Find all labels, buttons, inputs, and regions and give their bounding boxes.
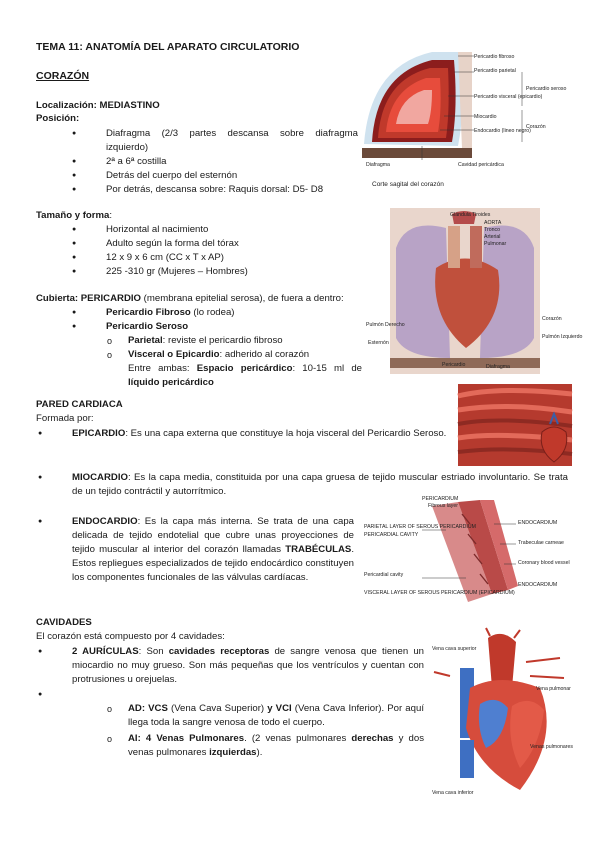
ai-r2: y dos venas pulmonares <box>128 733 424 758</box>
fig2-label-pulmonar: Pulmonar <box>484 241 507 247</box>
fig2-label-corazon: Corazón <box>542 316 562 322</box>
fig2-label-pulmon-izq: Pulmón Izquierdo <box>542 334 583 340</box>
fig4-label-fibrous: Fibrous layer <box>428 503 458 509</box>
cubierta-fibroso <box>106 306 235 320</box>
heart-wall-illustration <box>362 494 574 610</box>
thorax-illustration <box>366 208 583 374</box>
ai-bold3: izquierdas <box>209 747 257 758</box>
fig1-label-fibroso: Pericardio fibroso <box>474 54 515 60</box>
aur-bold2: cavidades receptoras <box>168 646 270 657</box>
cubierta-entre <box>128 362 362 390</box>
fig2-label-tiroides: Glándula Tiroides <box>450 212 491 218</box>
cubierta-label: Cubierta: <box>36 293 79 304</box>
fig5-label-vena-pulmonar: Vena pulmonar <box>536 686 571 692</box>
visceral-rest: : adherido al corazón <box>219 349 310 360</box>
ai-r3: ). <box>256 747 263 758</box>
fig4-label-visceral: VISCERAL LAYER OF SEROUS PERICARDIUM (EPICARDIUM) <box>364 590 515 596</box>
parietal-bold: Parietal <box>128 335 163 346</box>
heart-cavities-illustration <box>430 628 574 808</box>
fig1-label-miocardio: Miocardio <box>474 114 497 120</box>
endo-bold: ENDOCARDIO <box>72 516 138 527</box>
cavidades-intro: El corazón está compuesto por 4 cavidades: <box>36 631 225 642</box>
localizacion-label: Localización: <box>36 100 97 111</box>
tamano-line <box>36 209 112 223</box>
fig1-caption: Corte sagital del corazón <box>372 181 444 188</box>
page-title: TEMA 11: ANATOMÍA DEL APARATO CIRCULATORIO <box>36 41 300 53</box>
posicion-item-1: ● Diafragma (2/3 partes descansa sobre diafragma izquierdo) <box>106 127 358 155</box>
cavidades-title: CAVIDADES <box>36 617 92 628</box>
fig4-label-pericardium: PERICARDIUM <box>422 496 459 502</box>
entre-r2: : 10-15 ml de <box>292 363 362 374</box>
pared-intro: Formada por: <box>36 413 94 424</box>
fig1-label-parietal: Pericardio parietal <box>474 68 516 74</box>
fig1-label-cavidad: Cavidad pericárdica <box>458 162 504 168</box>
cavidades-empty-bullet <box>72 688 82 700</box>
fibroso-rest: (lo rodea) <box>190 307 235 318</box>
cavidades-ai <box>128 732 424 760</box>
pared-title: PARED CARDIACA <box>36 399 123 410</box>
localizacion-value: MEDIASTINO <box>99 100 160 111</box>
cubierta-seroso: ● Pericardio Seroso <box>106 320 188 334</box>
pared-epicardio <box>72 427 448 441</box>
fig2-label-aorta: AORTA <box>484 220 502 226</box>
fig2-label-pulmon-der: Pulmón Derecho <box>366 322 405 328</box>
fig5-label-vcs: Vena cava superior <box>432 646 477 652</box>
fig1-label-seroso: Pericardio seroso <box>526 86 567 92</box>
fig2-label-tronco: Tronco <box>484 227 500 233</box>
tamano-item-4: ● 225 -310 gr (Mujeres – Hombres) <box>106 265 248 279</box>
fig1-label-visceral: Pericardio visceral (epicardio) <box>474 94 543 100</box>
fig4-label-endocardium2: ENDOCARDIUM <box>518 582 558 588</box>
endo-rest1: : Es la capa más interna. Se trata de una capa delicada de tejido endotelial que cubre unas proyecciones de tejido muscular al interior del corazón llamadas <box>72 516 354 555</box>
fig5-label-vci: Vena cava inferior <box>432 790 474 796</box>
cavidades-auriculas <box>72 645 424 687</box>
cubierta-visceral <box>128 348 309 362</box>
cubierta-desc: (membrana epitelial serosa), de fuera a dentro: <box>141 293 344 304</box>
fig4-label-cavity: PERICARDIAL CAVITY <box>364 532 419 538</box>
posicion-item-2: ● 2ª a 6ª costilla <box>106 155 358 169</box>
ai-r1: . (2 venas pulmonares <box>244 733 352 744</box>
fibroso-bold: Pericardio Fibroso <box>106 307 191 318</box>
ad-r2: (Vena Cava Inferior). Por aquí llega toda la sangre venosa de todo el cuerpo. <box>128 703 424 728</box>
ai-bold2: derechas <box>351 733 394 744</box>
fig1-label-corazon: Corazón <box>526 124 546 130</box>
aur-r2: de sangre venosa que tienen un miocardio no muy grueso. Son más pequeñas que los ventrículos y cuentan con protrusiones u orejuelas. <box>72 646 424 685</box>
fig4-label-parietal: PARIETAL LAYER OF SEROUS PERICARDIUM <box>364 524 476 530</box>
fig4-label-trabeculae: Trabeculae carneae <box>518 540 564 546</box>
figure-heart-cavities <box>430 628 574 808</box>
ai-bold: AI: 4 Venas Pulmonares <box>128 733 245 744</box>
tamano-label: Tamaño y forma <box>36 210 110 221</box>
endo-rest2: . Estos repliegues especializados de tejido endocárdico constituyen los componentes funcionales de las válvulas cardíacas. <box>72 544 354 583</box>
tamano-item-3: ● 12 x 9 x 6 cm (CC x T x AP) <box>106 251 224 265</box>
figure-thorax <box>366 208 583 374</box>
fig1-label-endocardio: Endocardio (lineo negro) <box>474 128 531 134</box>
section-heading-corazon: CORAZÓN <box>36 70 90 82</box>
tamano-item-1: ● Horizontal al nacimiento <box>106 223 208 237</box>
endo-bold2: TRABÉCULAS <box>285 544 352 555</box>
fig2-label-diafragma: Diafragma <box>486 364 510 370</box>
posicion-item-3: ● Detrás del cuerpo del esternón <box>106 169 358 183</box>
entre-b2: líquido pericárdico <box>128 377 214 388</box>
fig2-label-pericardio: Pericardio <box>442 362 466 368</box>
epi-bold: EPICARDIO <box>72 428 126 439</box>
ad-r1: (Vena Cava Superior) <box>167 703 268 714</box>
sagittal-section-illustration <box>362 46 574 192</box>
aur-r1: : Son <box>138 646 169 657</box>
posicion-item-4: ● Por detrás, descansa sobre: Raquis dorsal: D5- D8 <box>106 183 376 197</box>
cubierta-parietal <box>128 334 283 348</box>
tamano-item-2: ● Adulto según la forma del tórax <box>106 237 239 251</box>
mio-rest: : Es la capa media, constituida por una capa gruesa de tejido muscular estriado involuntario. Se trata de un tejido contráctil y autorrítmico. <box>72 472 568 497</box>
figure-heart-wall <box>362 494 574 610</box>
fig4-label-pericardial-cavity: Pericardial cavity <box>364 572 404 578</box>
localizacion-line <box>36 99 160 113</box>
fig2-label-arterial: Arterial <box>484 234 501 240</box>
cubierta-line <box>36 292 366 306</box>
fig5-label-venas-pulmonares: Venas pulmonares <box>530 744 573 750</box>
ad-bold2: y VCI <box>267 703 292 714</box>
ad-bold: AD: VCS <box>128 703 168 714</box>
epi-rest: : Es una capa externa que constituye la hoja visceral del Pericardio Seroso. <box>125 428 447 439</box>
cavidades-ad <box>128 702 424 730</box>
aur-bold: 2 AURÍCULAS <box>72 646 139 657</box>
cubierta-pericardio: PERICARDIO <box>80 293 142 304</box>
posicion-label: Posición: <box>36 113 80 124</box>
entre-r: Entre ambas: <box>128 363 197 374</box>
fig1-label-diafragma: Diafragma <box>366 162 390 168</box>
cardiac-muscle-illustration <box>458 384 572 466</box>
figure-sagittal-section <box>362 46 574 192</box>
fig4-label-coronary: Coronary blood vessel <box>518 560 570 566</box>
mio-bold: MIOCARDIO <box>72 472 128 483</box>
pared-endocardio <box>72 515 354 585</box>
figure-cardiac-muscle <box>458 384 572 466</box>
entre-b: Espacio pericárdico <box>196 363 293 374</box>
parietal-rest: : reviste el pericardio fibroso <box>162 335 283 346</box>
visceral-bold: Visceral o Epicardio <box>128 349 220 360</box>
fig4-label-endocardium: ENDOCARDIUM <box>518 520 558 526</box>
tamano-colon: : <box>109 210 113 221</box>
fig2-label-esternon: Esternón <box>368 340 389 346</box>
